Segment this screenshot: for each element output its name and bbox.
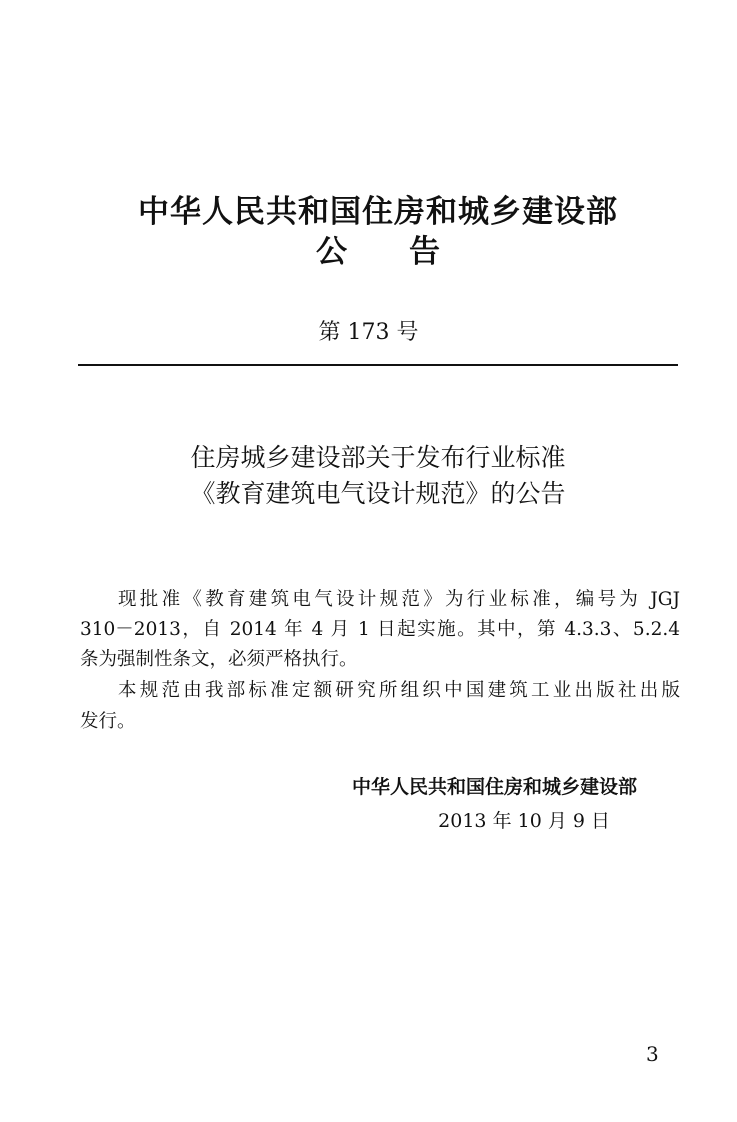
document-type-char-2: 告 xyxy=(409,234,440,270)
body-paragraph-2-line-1: 本规范由我部标准定额研究所组织中国建筑工业出版社出版 xyxy=(118,680,680,701)
announcement-heading-line-2: 《教育建筑电气设计规范》的公告 xyxy=(190,479,566,508)
divider-rule xyxy=(78,364,678,366)
body-paragraph-1-line-1: 现批准《教育建筑电气设计规范》为行业标准，编号为 JGJ xyxy=(118,589,680,610)
signature-date: 2013 年 10 月 9 日 xyxy=(438,810,610,832)
announcement-heading-line-1: 住房城乡建设部关于发布行业标准 xyxy=(190,443,566,472)
signature-issuer: 中华人民共和国住房和城乡建设部 xyxy=(351,776,637,798)
announcement-number: 第 173 号 xyxy=(318,320,419,345)
body-paragraph-1-line-2: 310－2013，自 2014 年 4 月 1 日起实施。其中，第 4.3.3、5.2.4 xyxy=(80,619,680,640)
page-number: 3 xyxy=(646,1042,659,1066)
document-type-char-1: 公 xyxy=(316,234,347,270)
document-type xyxy=(0,226,737,271)
issuer-title: 中华人民共和国住房和城乡建设部 xyxy=(138,194,618,230)
body-paragraph-1-line-3: 条为强制性条文，必须严格执行。 xyxy=(80,649,358,670)
body-paragraph-2-line-2: 发行。 xyxy=(80,711,136,732)
